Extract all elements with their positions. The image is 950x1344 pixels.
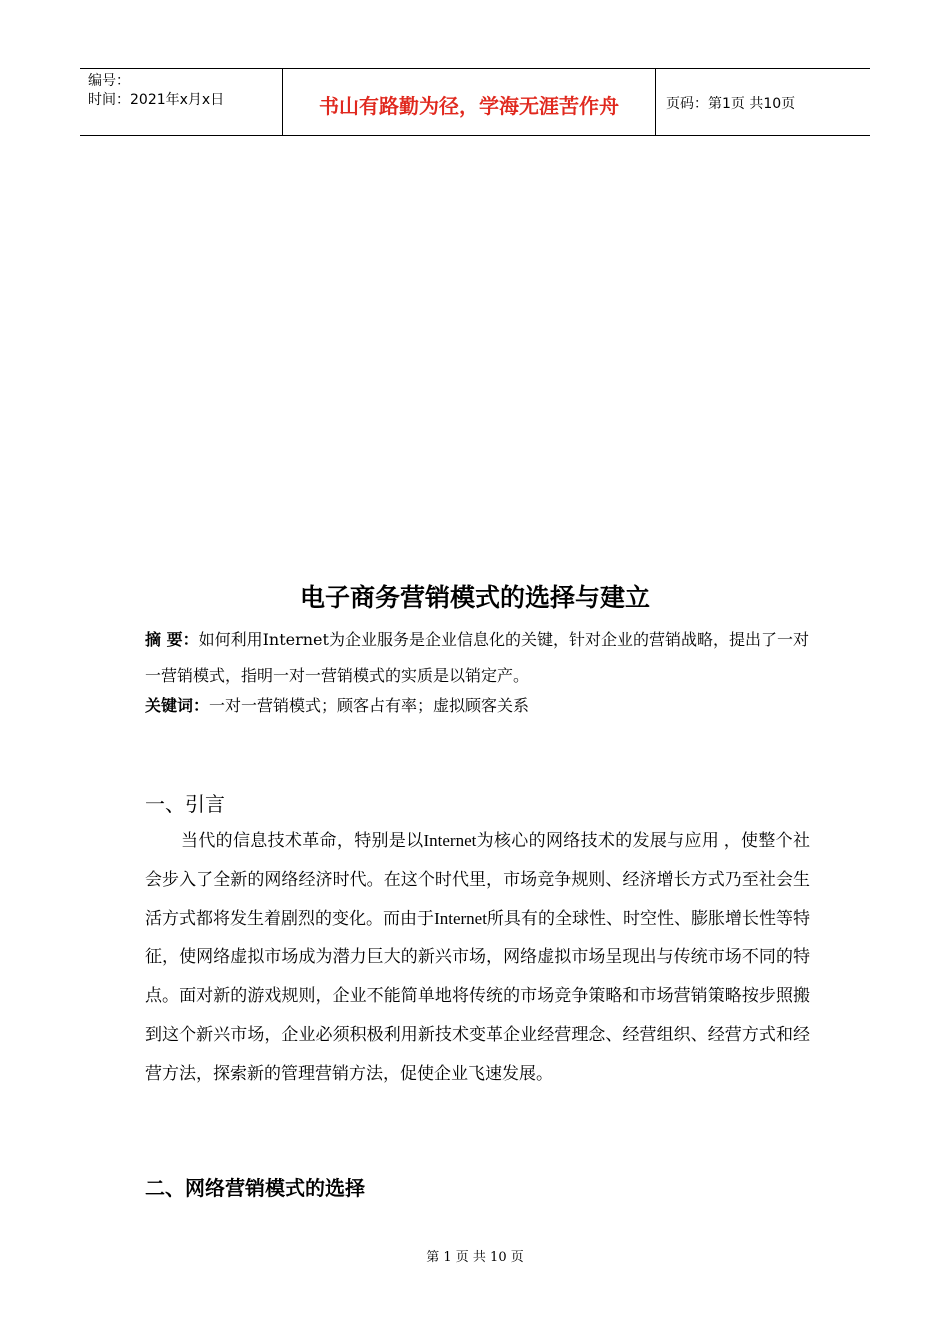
header-page-info: 页码：第1页 共10页 (666, 96, 796, 112)
introduction-paragraph: 当代的信息技术革命，特别是以Internet为核心的网络技术的发展与应用 ，使整个社会步入了全新的网络经济时代。在这个时代里，市场竞争规则、经济增长方式乃至社会生活方式都将发生着剧烈的变化。而由于Internet所具有的全球性、时空性、膨胀增长性等特征，使网络虚拟市场成为潜力巨大的新兴市场，网络虚拟市场呈现出与传统市场不同的特点。面对新的游戏规则，企业不能简单地将传统的市场竞争策略和市场营销策略按步照搬到这个新兴市场，企业必须积极利用新技术变革企业经营理念、经营组织、经营方式和经营方法，探索新的管理营销方法，促使企业飞速发展。 (145, 831, 810, 1083)
abstract (145, 622, 815, 694)
date-label: 时间：2021年x月x日 (88, 92, 225, 108)
section-heading-introduction: 一、引言 (145, 792, 225, 816)
abstract-text: 如何利用Internet为企业服务是企业信息化的关键，针对企业的营销战略，提出了一对一营销模式，指明一对一营销模式的实质是以销定产。 (145, 630, 809, 685)
header-table (80, 68, 870, 136)
abstract-label: 摘 要： (145, 630, 199, 649)
keywords (145, 690, 815, 722)
document-title: 电子商务营销模式的选择与建立 (299, 583, 650, 612)
number-label: 编号： (88, 73, 130, 89)
section-heading-model-selection: 二、网络营销模式的选择 (145, 1176, 365, 1200)
keywords-label: 关键词： (145, 696, 210, 715)
page-footer: 第 1 页 共 10 页 (426, 1250, 524, 1265)
header-meta-cell (80, 69, 282, 135)
header-motto: 书山有路勤为径，学海无涯苦作舟 (282, 69, 656, 135)
keywords-text: 一对一营销模式；顾客占有率；虚拟顾客关系 (209, 696, 530, 715)
